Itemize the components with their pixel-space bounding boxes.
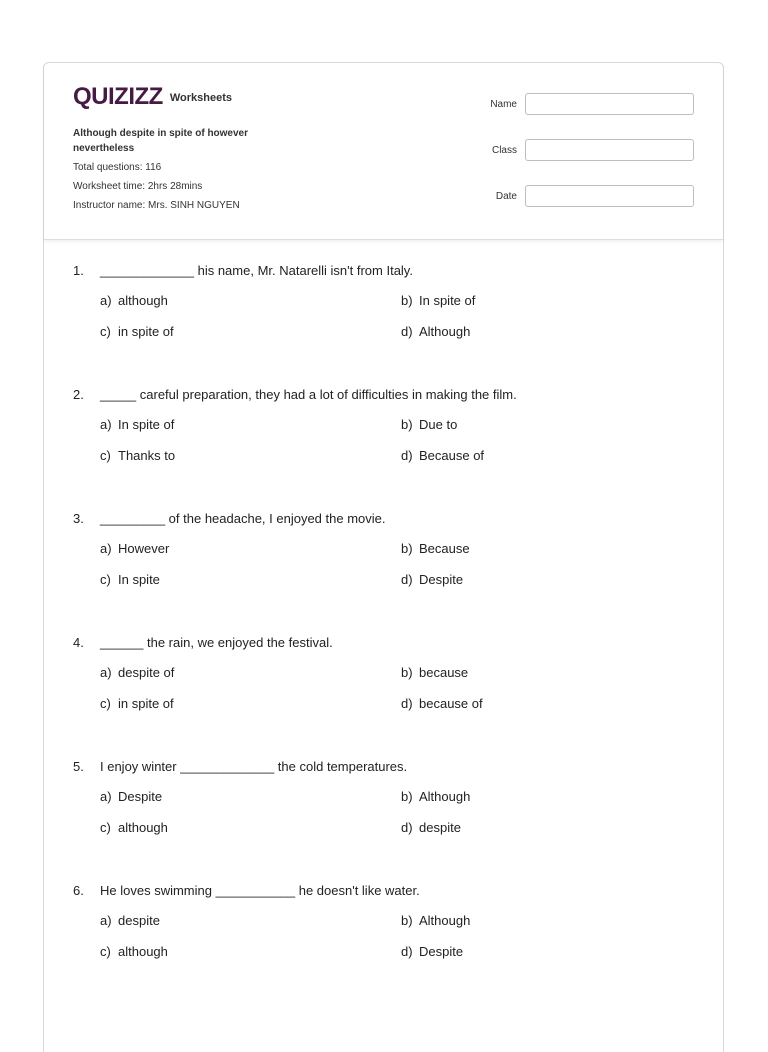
option-text: In spite of: [419, 293, 476, 308]
option-letter: d): [401, 944, 413, 959]
option-letter: b): [401, 913, 413, 928]
option-text: Although: [419, 789, 471, 804]
option-letter: b): [401, 665, 413, 680]
question-number: 1.: [73, 263, 84, 278]
option-letter: b): [401, 789, 413, 804]
option-text: Because of: [419, 448, 485, 463]
option-letter: d): [401, 324, 413, 339]
worksheet-title: Although despite in spite of however nevertheless: [73, 128, 249, 154]
option-letter: d): [401, 820, 413, 835]
question-stem: [73, 510, 703, 528]
question-text: _____________ his name, Mr. Natarelli isn't from Italy.: [100, 263, 413, 278]
option-text: although: [118, 820, 168, 835]
option-letter: a): [100, 665, 112, 680]
class-field-row: [492, 139, 694, 161]
question-number: 6.: [73, 883, 84, 898]
option-text: Although: [419, 324, 471, 339]
question-1: [73, 262, 703, 386]
option-text: Because: [419, 541, 470, 556]
logo-subtitle: Worksheets: [169, 92, 232, 104]
option-a: [100, 540, 401, 558]
date-label: Date: [495, 190, 517, 202]
option-letter: c): [100, 944, 111, 959]
option-d: [401, 323, 661, 341]
option-b: [401, 416, 661, 434]
worksheet-header: [44, 63, 723, 240]
question-text: He loves swimming ___________ he doesn't like water.: [100, 883, 420, 898]
option-b: [401, 788, 661, 806]
option-text: because: [419, 665, 469, 680]
date-field[interactable]: [525, 185, 694, 207]
question-number: 3.: [73, 511, 84, 526]
option-letter: c): [100, 696, 111, 711]
question-3: [73, 510, 703, 634]
option-a: [100, 788, 401, 806]
option-d: [401, 943, 661, 961]
question-number: 4.: [73, 635, 84, 650]
option-b: [401, 664, 661, 682]
question-list: [73, 262, 703, 1006]
option-text: Despite: [419, 572, 464, 587]
question-stem: [73, 882, 703, 900]
question-number: 2.: [73, 387, 84, 402]
class-field[interactable]: [525, 139, 694, 161]
option-text: Although: [419, 913, 471, 928]
option-c: [100, 571, 401, 589]
option-c: [100, 695, 401, 713]
option-text: However: [118, 541, 170, 556]
question-2: [73, 386, 703, 510]
name-label: Name: [490, 98, 517, 110]
option-text: despite: [118, 913, 160, 928]
option-text: Thanks to: [118, 448, 176, 463]
option-text: because of: [419, 696, 483, 711]
option-letter: c): [100, 820, 111, 835]
option-d: [401, 447, 661, 465]
brand: [73, 85, 232, 109]
options: [100, 664, 703, 713]
option-c: [100, 447, 401, 465]
option-b: [401, 912, 661, 930]
question-number: 5.: [73, 759, 84, 774]
option-c: [100, 323, 401, 341]
option-text: In spite: [118, 572, 160, 587]
options: [100, 788, 703, 837]
option-b: [401, 292, 661, 310]
worksheet-meta: [73, 126, 283, 217]
option-a: [100, 664, 401, 682]
option-c: [100, 943, 401, 961]
option-c: [100, 819, 401, 837]
option-letter: c): [100, 572, 111, 587]
option-text: despite of: [118, 665, 175, 680]
question-stem: [73, 634, 703, 652]
option-letter: d): [401, 696, 413, 711]
option-text: in spite of: [118, 324, 174, 339]
date-field-row: [496, 185, 694, 207]
option-text: In spite of: [118, 417, 175, 432]
option-text: in spite of: [118, 696, 174, 711]
option-text: although: [118, 293, 168, 308]
question-5: [73, 758, 703, 882]
option-a: [100, 292, 401, 310]
option-letter: a): [100, 293, 112, 308]
option-text: although: [118, 944, 168, 959]
question-text: _________ of the headache, I enjoyed the movie.: [100, 511, 386, 526]
option-b: [401, 540, 661, 558]
option-text: Due to: [419, 417, 458, 432]
options: [100, 416, 703, 465]
question-stem: [73, 262, 703, 280]
option-d: [401, 571, 661, 589]
option-text: Despite: [419, 944, 464, 959]
option-letter: a): [100, 541, 112, 556]
option-letter: a): [100, 789, 112, 804]
option-letter: b): [401, 541, 413, 556]
question-stem: [73, 758, 703, 776]
options: [100, 540, 703, 589]
question-6: [73, 882, 703, 1006]
question-4: [73, 634, 703, 758]
question-text: I enjoy winter _____________ the cold temperatures.: [100, 759, 408, 774]
option-d: [401, 695, 661, 713]
option-a: [100, 912, 401, 930]
option-text: despite: [419, 820, 461, 835]
worksheet-time: Worksheet time: 2hrs 28mins: [73, 181, 203, 192]
option-text: Despite: [118, 789, 163, 804]
option-letter: d): [401, 572, 413, 587]
options: [100, 292, 703, 341]
question-stem: [73, 386, 703, 404]
option-letter: d): [401, 448, 413, 463]
option-letter: a): [100, 913, 112, 928]
option-letter: a): [100, 417, 112, 432]
quizizz-logo: QUIZIZZ: [73, 83, 163, 110]
worksheet: [43, 62, 724, 1052]
instructor-name: Instructor name: Mrs. SINH NGUYEN: [73, 200, 240, 211]
total-questions: Total questions: 116: [73, 162, 162, 173]
question-text: ______ the rain, we enjoyed the festival.: [100, 635, 333, 650]
options: [100, 912, 703, 961]
name-field[interactable]: [525, 93, 694, 115]
option-letter: c): [100, 324, 111, 339]
question-text: _____ careful preparation, they had a lot of difficulties in making the film.: [100, 387, 517, 402]
option-a: [100, 416, 401, 434]
class-label: Class: [491, 144, 517, 156]
option-letter: b): [401, 293, 413, 308]
option-letter: c): [100, 448, 111, 463]
option-letter: b): [401, 417, 413, 432]
name-field-row: [490, 93, 694, 115]
option-d: [401, 819, 661, 837]
